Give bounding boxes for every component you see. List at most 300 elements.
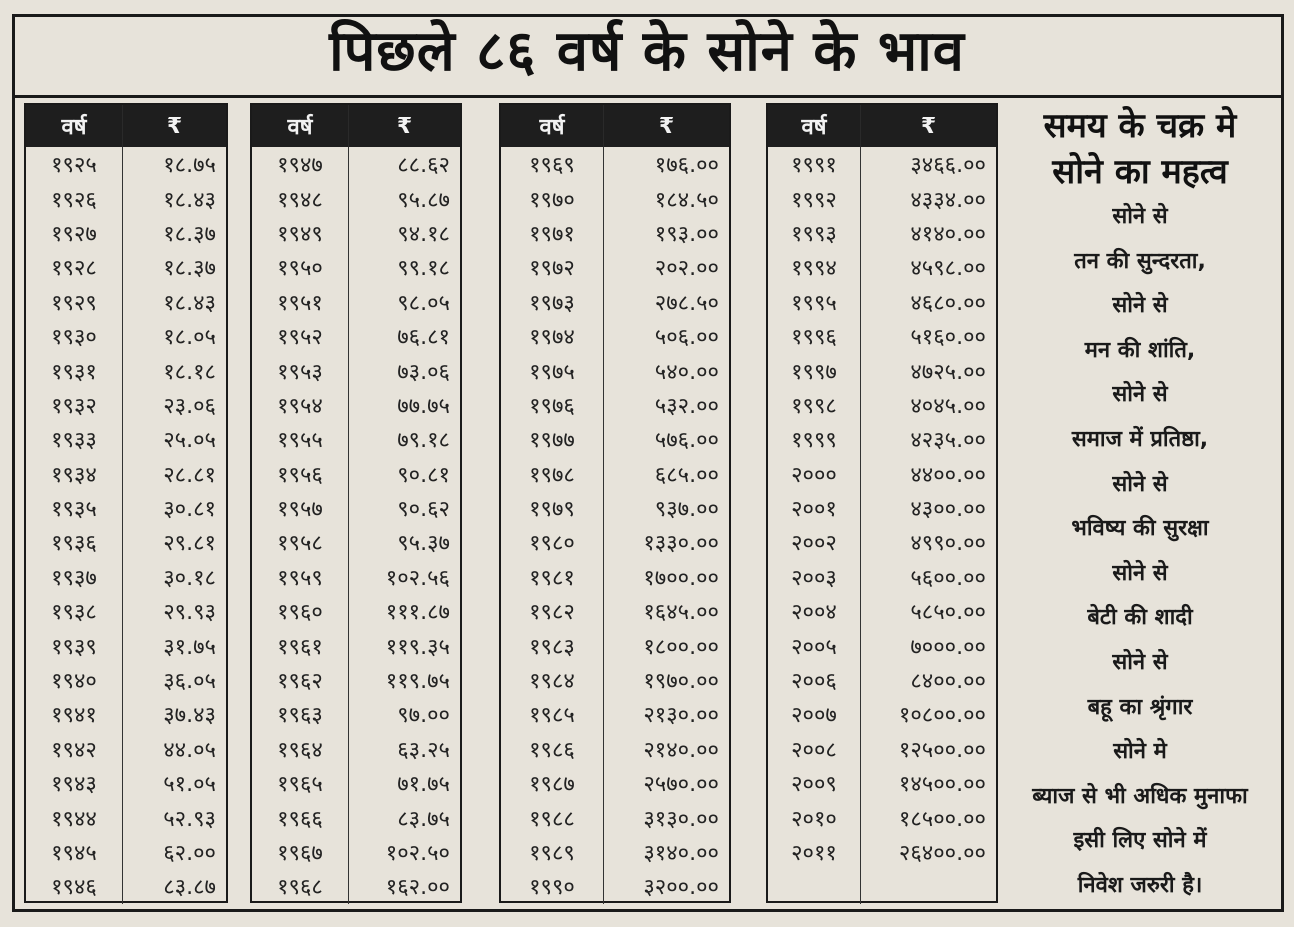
price-cell: ५३२.०० bbox=[654, 393, 719, 419]
year-cell: १९७३ bbox=[501, 285, 604, 319]
table-row bbox=[252, 869, 460, 903]
sidebar-line: बहू का श्रृंगार bbox=[1087, 694, 1193, 720]
sidebar-heading-line-2: सोने का महत्व bbox=[1052, 152, 1228, 192]
price-cell: ७९.१८ bbox=[397, 428, 450, 454]
sidebar-line: ब्याज से भी अधिक मुनाफा bbox=[1032, 783, 1248, 809]
table-row bbox=[501, 319, 729, 353]
price-cell: ४९९०.०० bbox=[910, 531, 986, 557]
table-row bbox=[26, 147, 226, 181]
price-cell: ५१.०५ bbox=[163, 772, 216, 798]
price-cell: ४२३५.०० bbox=[910, 428, 986, 454]
price-table-1 bbox=[24, 103, 228, 903]
year-cell: १९८० bbox=[501, 525, 604, 559]
price-table-3 bbox=[499, 103, 731, 903]
year-cell: १९९५ bbox=[768, 285, 861, 319]
table-row bbox=[768, 285, 996, 319]
year-cell: १९४८ bbox=[252, 181, 349, 215]
year-cell: १९८५ bbox=[501, 697, 604, 731]
price-cell: १७००.०० bbox=[643, 565, 719, 591]
table-row bbox=[252, 628, 460, 662]
table-row bbox=[768, 560, 996, 594]
year-cell: १९९७ bbox=[768, 353, 861, 387]
year-cell: १९६२ bbox=[252, 663, 349, 697]
year-cell: १९५७ bbox=[252, 491, 349, 525]
table-row bbox=[252, 422, 460, 456]
price-cell: ३६.०५ bbox=[163, 669, 216, 695]
year-header: वर्ष bbox=[501, 105, 604, 147]
price-cell: १०८००.०० bbox=[898, 703, 986, 729]
year-header: वर्ष bbox=[252, 105, 349, 147]
price-cell: १७६.०० bbox=[654, 153, 719, 179]
price-cell: ४३००.०० bbox=[910, 497, 986, 523]
price-cell: ११९.७५ bbox=[385, 669, 450, 695]
table-row bbox=[26, 732, 226, 766]
price-cell: ३०.८१ bbox=[163, 497, 216, 523]
table-row bbox=[252, 800, 460, 834]
year-cell: १९८१ bbox=[501, 560, 604, 594]
price-cell: १८.१८ bbox=[163, 359, 216, 385]
table-row bbox=[768, 353, 996, 387]
table-row bbox=[252, 147, 460, 181]
year-cell: १९६४ bbox=[252, 732, 349, 766]
price-cell: २१४०.०० bbox=[643, 737, 719, 763]
table-rows bbox=[26, 147, 226, 904]
table-row bbox=[768, 147, 996, 181]
year-cell: १९९३ bbox=[768, 216, 861, 250]
price-cell: १६२.०० bbox=[385, 875, 450, 901]
sidebar-heading-line-1: समय के चक्र मे bbox=[1043, 106, 1237, 146]
table-row bbox=[501, 491, 729, 525]
table-row bbox=[768, 457, 996, 491]
price-cell: ८३.८७ bbox=[163, 875, 216, 901]
year-cell: १९२८ bbox=[26, 250, 123, 284]
table-row bbox=[26, 663, 226, 697]
year-cell: १९४० bbox=[26, 663, 123, 697]
year-cell: २००८ bbox=[768, 732, 861, 766]
price-cell: ४७२५.०० bbox=[910, 359, 986, 385]
table-row bbox=[501, 181, 729, 215]
sidebar-line: सोने से bbox=[1112, 204, 1168, 229]
price-cell: ३२००.०० bbox=[643, 875, 719, 901]
price-cell: ५१६०.०० bbox=[910, 325, 986, 351]
year-cell: १९९८ bbox=[768, 388, 861, 422]
sidebar-line: सोने से bbox=[1112, 649, 1168, 675]
price-cell: ७०००.०० bbox=[910, 634, 986, 660]
year-cell: २००६ bbox=[768, 663, 861, 697]
year-cell: १९५० bbox=[252, 250, 349, 284]
table-row bbox=[252, 697, 460, 731]
price-cell: ९४.१८ bbox=[397, 221, 450, 247]
year-cell: १९३३ bbox=[26, 422, 123, 456]
table-row bbox=[768, 594, 996, 628]
year-cell: १९५९ bbox=[252, 560, 349, 594]
year-cell: १९५६ bbox=[252, 457, 349, 491]
year-cell: १९७५ bbox=[501, 353, 604, 387]
year-cell: १९७८ bbox=[501, 457, 604, 491]
price-cell: १८.७५ bbox=[163, 153, 216, 179]
price-cell: ५४०.०० bbox=[654, 359, 719, 385]
price-cell: २५७०.०० bbox=[643, 772, 719, 798]
table-row bbox=[768, 663, 996, 697]
table-row bbox=[768, 732, 996, 766]
table-row bbox=[501, 697, 729, 731]
price-cell: ५७६.०० bbox=[654, 428, 719, 454]
table-row bbox=[26, 388, 226, 422]
table-row bbox=[768, 216, 996, 250]
table-row bbox=[252, 560, 460, 594]
table-row bbox=[768, 835, 996, 869]
table-row bbox=[768, 388, 996, 422]
year-cell: १९८३ bbox=[501, 628, 604, 662]
table-row bbox=[26, 285, 226, 319]
year-cell: १९७० bbox=[501, 181, 604, 215]
year-cell: १९४६ bbox=[26, 869, 123, 903]
price-header: ₹ bbox=[396, 113, 413, 139]
year-cell bbox=[768, 869, 861, 903]
price-cell: १८४.५० bbox=[654, 187, 719, 213]
price-cell: १११.८७ bbox=[385, 600, 450, 626]
table-row bbox=[252, 319, 460, 353]
table-row bbox=[252, 491, 460, 525]
year-cell: १९७७ bbox=[501, 422, 604, 456]
price-cell: ६२.०० bbox=[163, 841, 216, 866]
year-cell: १९५५ bbox=[252, 422, 349, 456]
year-cell: १९३२ bbox=[26, 388, 123, 422]
table-header bbox=[26, 105, 226, 147]
year-cell: २००७ bbox=[768, 697, 861, 731]
price-cell: ५६००.०० bbox=[910, 565, 986, 591]
price-cell: ५२.९३ bbox=[163, 806, 216, 832]
year-cell: १९५३ bbox=[252, 353, 349, 387]
price-header: ₹ bbox=[166, 113, 183, 139]
price-cell: ५८५०.०० bbox=[910, 600, 986, 626]
table-row bbox=[768, 869, 996, 903]
year-cell: १९९६ bbox=[768, 319, 861, 353]
table-row bbox=[26, 422, 226, 456]
year-cell: १९५८ bbox=[252, 525, 349, 559]
price-cell: २१३०.०० bbox=[643, 703, 719, 729]
year-cell: २००० bbox=[768, 457, 861, 491]
year-cell: १९९२ bbox=[768, 181, 861, 215]
year-cell: १९३१ bbox=[26, 353, 123, 387]
year-cell: १९२७ bbox=[26, 216, 123, 250]
table-row bbox=[768, 491, 996, 525]
price-cell: ११९.३५ bbox=[385, 634, 450, 660]
year-cell: १९९१ bbox=[768, 147, 861, 181]
year-cell: २००३ bbox=[768, 560, 861, 594]
price-cell: ९३७.०० bbox=[654, 497, 719, 523]
price-cell: १९७०.०० bbox=[643, 669, 719, 695]
price-cell: २९.८१ bbox=[163, 531, 216, 557]
price-cell: ६८५.०० bbox=[654, 462, 719, 488]
table-row bbox=[26, 457, 226, 491]
table-row bbox=[501, 250, 729, 284]
year-cell: १९६५ bbox=[252, 766, 349, 800]
table-row bbox=[252, 285, 460, 319]
price-cell: १८५००.०० bbox=[898, 806, 986, 832]
price-cell: ९५.८७ bbox=[397, 187, 450, 213]
table-header bbox=[768, 105, 996, 147]
table-row bbox=[252, 732, 460, 766]
table-row bbox=[26, 594, 226, 628]
page-title: पिछले ८६ वर्ष के सोने के भाव bbox=[329, 19, 965, 84]
table-row bbox=[26, 560, 226, 594]
table-rows bbox=[252, 147, 460, 904]
price-cell: १३३०.०० bbox=[643, 531, 719, 557]
table-row bbox=[768, 697, 996, 731]
year-cell: २०१० bbox=[768, 800, 861, 834]
year-cell: १९७६ bbox=[501, 388, 604, 422]
year-cell: १९८७ bbox=[501, 766, 604, 800]
sidebar-line: इसी लिए सोने में bbox=[1073, 828, 1207, 854]
price-cell: ३१.७५ bbox=[163, 634, 216, 660]
price-cell: ८८.६२ bbox=[397, 153, 450, 179]
price-cell: ५०६.०० bbox=[654, 325, 719, 351]
table-row bbox=[768, 250, 996, 284]
price-cell: १४५००.०० bbox=[898, 772, 986, 798]
year-cell: १९२६ bbox=[26, 181, 123, 215]
year-cell: १९६८ bbox=[252, 869, 349, 903]
year-cell: १९६९ bbox=[501, 147, 604, 181]
table-row bbox=[501, 353, 729, 387]
price-cell: २०२.०० bbox=[654, 256, 719, 282]
price-cell: १०२.५६ bbox=[385, 565, 450, 591]
year-cell: १९९० bbox=[501, 869, 604, 903]
table-row bbox=[768, 319, 996, 353]
sidebar-poem bbox=[1000, 103, 1280, 909]
table-row bbox=[26, 491, 226, 525]
table-row bbox=[26, 319, 226, 353]
table-header bbox=[252, 105, 460, 147]
table-row bbox=[768, 800, 996, 834]
table-row bbox=[26, 800, 226, 834]
price-cell: १८.०५ bbox=[163, 325, 216, 351]
year-cell: १९९४ bbox=[768, 250, 861, 284]
year-cell: १९५१ bbox=[252, 285, 349, 319]
year-cell: २००९ bbox=[768, 766, 861, 800]
year-cell: २००५ bbox=[768, 628, 861, 662]
price-cell: ४६८०.०० bbox=[910, 290, 986, 316]
price-cell: २९.९३ bbox=[163, 600, 216, 626]
price-cell: ९५.३७ bbox=[397, 531, 450, 557]
table-row bbox=[501, 869, 729, 903]
sidebar-line: सोने से bbox=[1112, 471, 1168, 497]
title-divider bbox=[12, 95, 1284, 98]
price-cell: ३४६६.०० bbox=[910, 153, 986, 179]
year-cell: १९६७ bbox=[252, 835, 349, 869]
year-cell: १९२५ bbox=[26, 147, 123, 181]
year-cell: १९३९ bbox=[26, 628, 123, 662]
table-row bbox=[501, 422, 729, 456]
year-cell: १९४५ bbox=[26, 835, 123, 869]
year-cell: १९६० bbox=[252, 594, 349, 628]
price-cell: ४१४०.०० bbox=[910, 221, 986, 247]
price-cell: ३०.१८ bbox=[163, 565, 216, 591]
table-row bbox=[26, 525, 226, 559]
table-row bbox=[501, 457, 729, 491]
table-row bbox=[252, 353, 460, 387]
table-row bbox=[252, 525, 460, 559]
table-row bbox=[26, 353, 226, 387]
price-cell: २५.०५ bbox=[163, 428, 216, 454]
price-cell: ७६.८१ bbox=[397, 325, 450, 351]
table-row bbox=[252, 835, 460, 869]
year-cell: १९३५ bbox=[26, 491, 123, 525]
table-row bbox=[26, 216, 226, 250]
price-cell: ९०.८१ bbox=[397, 462, 450, 488]
table-row bbox=[501, 766, 729, 800]
price-table-2 bbox=[250, 103, 462, 903]
sidebar-line: सोने मे bbox=[1113, 739, 1167, 765]
price-cell: १८.३७ bbox=[163, 256, 216, 282]
price-cell: ४५९८.०० bbox=[910, 256, 986, 282]
year-cell: १९४२ bbox=[26, 732, 123, 766]
year-cell: १९५४ bbox=[252, 388, 349, 422]
price-cell: ९७.०० bbox=[397, 703, 450, 729]
table-row bbox=[501, 216, 729, 250]
price-cell: २८.८१ bbox=[163, 462, 216, 488]
table-rows bbox=[768, 147, 996, 904]
year-cell: १९४९ bbox=[252, 216, 349, 250]
price-cell: २३.०६ bbox=[163, 393, 216, 419]
table-row bbox=[501, 594, 729, 628]
price-cell: ४४००.०० bbox=[910, 462, 986, 488]
price-cell: ३१४०.०० bbox=[643, 841, 719, 866]
price-cell: ३७.४३ bbox=[163, 703, 216, 729]
price-table-4 bbox=[766, 103, 998, 903]
table-row bbox=[26, 869, 226, 903]
table-row bbox=[501, 560, 729, 594]
price-cell: ८४००.०० bbox=[910, 669, 986, 695]
price-cell: १८.३७ bbox=[163, 221, 216, 247]
year-cell: १९८४ bbox=[501, 663, 604, 697]
price-cell: ९०.६२ bbox=[397, 497, 450, 523]
price-cell: ६३.२५ bbox=[397, 737, 450, 763]
price-cell: ७१.७५ bbox=[397, 772, 450, 798]
table-row bbox=[768, 181, 996, 215]
table-row bbox=[252, 663, 460, 697]
table-row bbox=[501, 663, 729, 697]
price-cell: १८.४३ bbox=[163, 187, 216, 213]
table-row bbox=[252, 388, 460, 422]
year-cell: १९८८ bbox=[501, 800, 604, 834]
year-cell: १९४१ bbox=[26, 697, 123, 731]
year-cell: १९८२ bbox=[501, 594, 604, 628]
price-cell: १६४५.०० bbox=[643, 600, 719, 626]
sidebar-line: सोने से bbox=[1112, 293, 1168, 319]
table-row bbox=[26, 766, 226, 800]
price-cell: ४४.०५ bbox=[163, 737, 216, 763]
price-cell: १९३.०० bbox=[654, 221, 719, 247]
table-rows bbox=[501, 147, 729, 904]
table-row bbox=[26, 697, 226, 731]
table-row bbox=[768, 422, 996, 456]
price-cell bbox=[861, 869, 996, 903]
price-cell: ९८.०५ bbox=[397, 290, 450, 316]
year-cell: १९९९ bbox=[768, 422, 861, 456]
table-header bbox=[501, 105, 729, 147]
table-row bbox=[26, 181, 226, 215]
price-cell: ९९.१८ bbox=[397, 256, 450, 282]
table-row bbox=[501, 628, 729, 662]
table-row bbox=[252, 250, 460, 284]
year-cell: १९६१ bbox=[252, 628, 349, 662]
year-cell: १९३४ bbox=[26, 457, 123, 491]
price-cell: ४०४५.०० bbox=[910, 393, 986, 419]
table-row bbox=[501, 285, 729, 319]
table-row bbox=[252, 457, 460, 491]
year-cell: १९४३ bbox=[26, 766, 123, 800]
table-row bbox=[252, 766, 460, 800]
year-cell: १९८६ bbox=[501, 732, 604, 766]
price-cell: १८.४३ bbox=[163, 290, 216, 316]
table-row bbox=[768, 525, 996, 559]
year-cell: १९४७ bbox=[252, 147, 349, 181]
year-cell: १९७२ bbox=[501, 250, 604, 284]
table-row bbox=[252, 594, 460, 628]
price-cell: १८००.०० bbox=[643, 634, 719, 660]
table-row bbox=[501, 732, 729, 766]
price-cell: १२५००.०० bbox=[898, 737, 986, 763]
table-row bbox=[501, 147, 729, 181]
year-cell: १९२९ bbox=[26, 285, 123, 319]
sidebar-line: सोने से bbox=[1112, 560, 1168, 586]
table-row bbox=[501, 525, 729, 559]
price-cell: ३१३०.०० bbox=[643, 806, 719, 832]
year-cell: १९३७ bbox=[26, 560, 123, 594]
year-cell: १९३८ bbox=[26, 594, 123, 628]
year-cell: २०११ bbox=[768, 835, 861, 869]
sidebar-line: निवेश जरुरी है। bbox=[1077, 872, 1203, 898]
year-cell: १९७४ bbox=[501, 319, 604, 353]
year-cell: १९५२ bbox=[252, 319, 349, 353]
price-cell: ४३३४.०० bbox=[910, 187, 986, 213]
year-cell: १९८९ bbox=[501, 835, 604, 869]
price-header: ₹ bbox=[920, 113, 937, 139]
table-row bbox=[501, 800, 729, 834]
year-cell: १९७१ bbox=[501, 216, 604, 250]
year-header: वर्ष bbox=[768, 105, 861, 147]
year-cell: २००१ bbox=[768, 491, 861, 525]
table-row bbox=[252, 216, 460, 250]
price-cell: ८३.७५ bbox=[397, 806, 450, 832]
sidebar-line: मन की शांति, bbox=[1084, 337, 1196, 363]
year-cell: १९४४ bbox=[26, 800, 123, 834]
table-row bbox=[26, 250, 226, 284]
price-header: ₹ bbox=[658, 113, 675, 139]
price-cell: ७३.०६ bbox=[397, 359, 450, 385]
table-row bbox=[768, 766, 996, 800]
year-cell: १९७९ bbox=[501, 491, 604, 525]
price-cell: ७७.७५ bbox=[397, 393, 450, 419]
year-cell: १९३६ bbox=[26, 525, 123, 559]
year-header: वर्ष bbox=[26, 105, 123, 147]
year-cell: २००२ bbox=[768, 525, 861, 559]
year-cell: २००४ bbox=[768, 594, 861, 628]
year-cell: १९६६ bbox=[252, 800, 349, 834]
table-row bbox=[26, 835, 226, 869]
table-row bbox=[768, 628, 996, 662]
table-row bbox=[252, 181, 460, 215]
price-cell: २७८.५० bbox=[654, 290, 719, 316]
price-cell: २६४००.०० bbox=[898, 841, 986, 866]
sidebar-line: तन की सुन्दरता, bbox=[1074, 248, 1206, 274]
sidebar-line: समाज में प्रतिष्ठा, bbox=[1071, 426, 1209, 452]
sidebar-line: भविष्य की सुरक्षा bbox=[1071, 516, 1209, 542]
price-cell: १०२.५० bbox=[385, 841, 450, 866]
sidebar-line: सोने से bbox=[1112, 382, 1168, 408]
table-row bbox=[26, 628, 226, 662]
